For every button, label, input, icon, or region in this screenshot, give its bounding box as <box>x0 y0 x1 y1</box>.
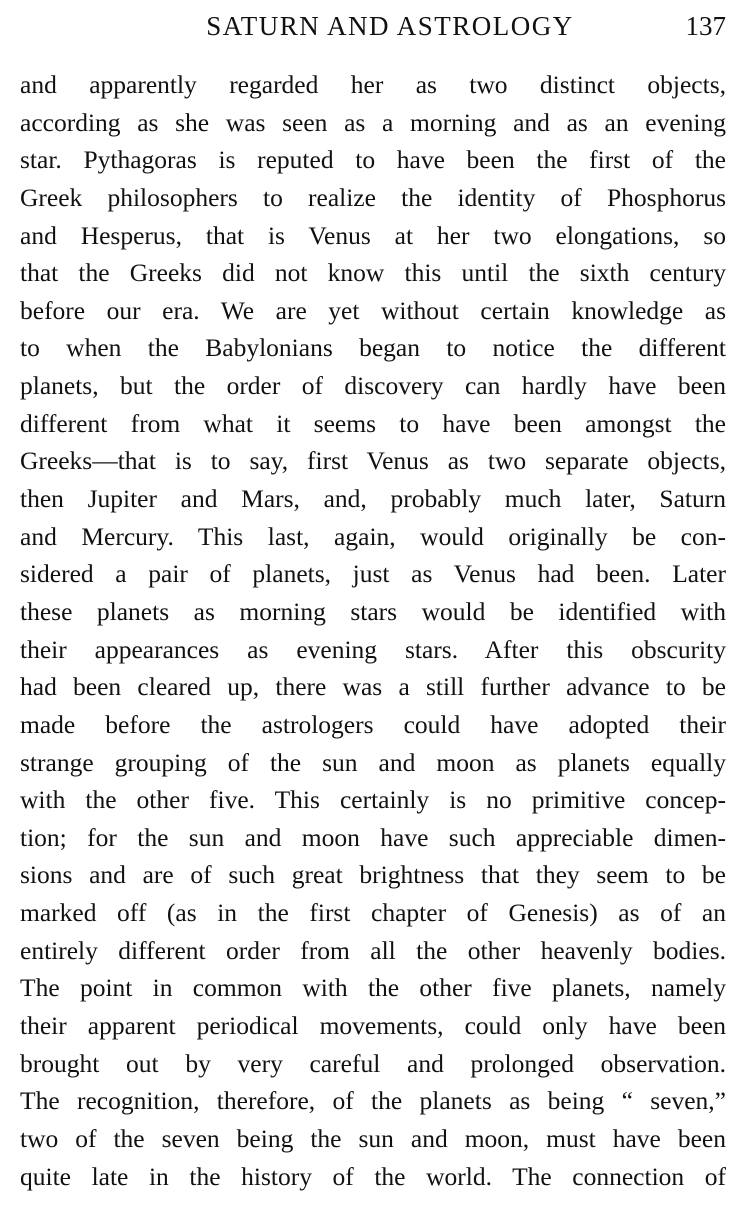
text-line: The recognition, therefore, of the planets as being “ seven,” <box>20 1086 726 1116</box>
text-line: star. Pythagoras is reputed to have been the first of the <box>20 145 726 175</box>
text-line: two of the seven being the sun and moon, must have been <box>20 1123 726 1153</box>
text-line: sidered a pair of planets, just as Venus had been. Later <box>20 559 726 589</box>
text-line: with the other five. This certainly is no primitive concep- <box>20 785 726 815</box>
text-line: that the Greeks did not know this until the sixth century <box>20 258 726 288</box>
text-line: strange grouping of the sun and moon as planets equally <box>20 747 726 777</box>
text-line: had been cleared up, there was a still further advance to be <box>20 672 726 702</box>
running-head <box>20 6 726 46</box>
body-text <box>20 66 726 1195</box>
text-line: sions and are of such great brightness that they seem to be <box>20 860 726 890</box>
text-line: their appearances as evening stars. After this obscurity <box>20 634 726 664</box>
text-line: before our era. We are yet without certain knowledge as <box>20 295 726 325</box>
text-line: then Jupiter and Mars, and, probably much later, Saturn <box>20 484 726 514</box>
text-line: marked off (as in the first chapter of Genesis) as of an <box>20 898 726 928</box>
text-line: and Mercury. This last, again, would originally be con- <box>20 521 726 551</box>
text-line: their apparent periodical movements, could only have been <box>20 1011 726 1041</box>
text-line: Greek philosophers to realize the identity of Phosphorus <box>20 182 726 212</box>
text-line: these planets as morning stars would be identified with <box>20 596 726 626</box>
text-line: made before the astrologers could have adopted their <box>20 709 726 739</box>
text-line: and apparently regarded her as two distinct objects, <box>20 70 726 99</box>
text-line: brought out by very careful and prolonged observation. <box>20 1048 726 1078</box>
text-line: entirely different order from all the other heavenly bodies. <box>20 935 726 965</box>
text-line: tion; for the sun and moon have such appreciable dimen- <box>20 822 726 852</box>
text-line: quite late in the history of the world. The connection of <box>20 1161 726 1191</box>
text-line: according as she was seen as a morning and as an evening <box>20 107 726 137</box>
text-line: planets, but the order of discovery can hardly have been <box>20 371 726 401</box>
text-line: Greeks—that is to say, first Venus as two separate objects, <box>20 446 726 476</box>
text-line: The point in common with the other five planets, namely <box>20 973 726 1003</box>
text-line: to when the Babylonians began to notice the different <box>20 333 726 363</box>
page-number: 137 <box>685 11 726 41</box>
text-line: and Hesperus, that is Venus at her two elongations, so <box>20 220 726 250</box>
running-title: SATURN AND ASTROLOGY <box>206 11 574 41</box>
text-line: different from what it seems to have been amongst the <box>20 408 726 438</box>
